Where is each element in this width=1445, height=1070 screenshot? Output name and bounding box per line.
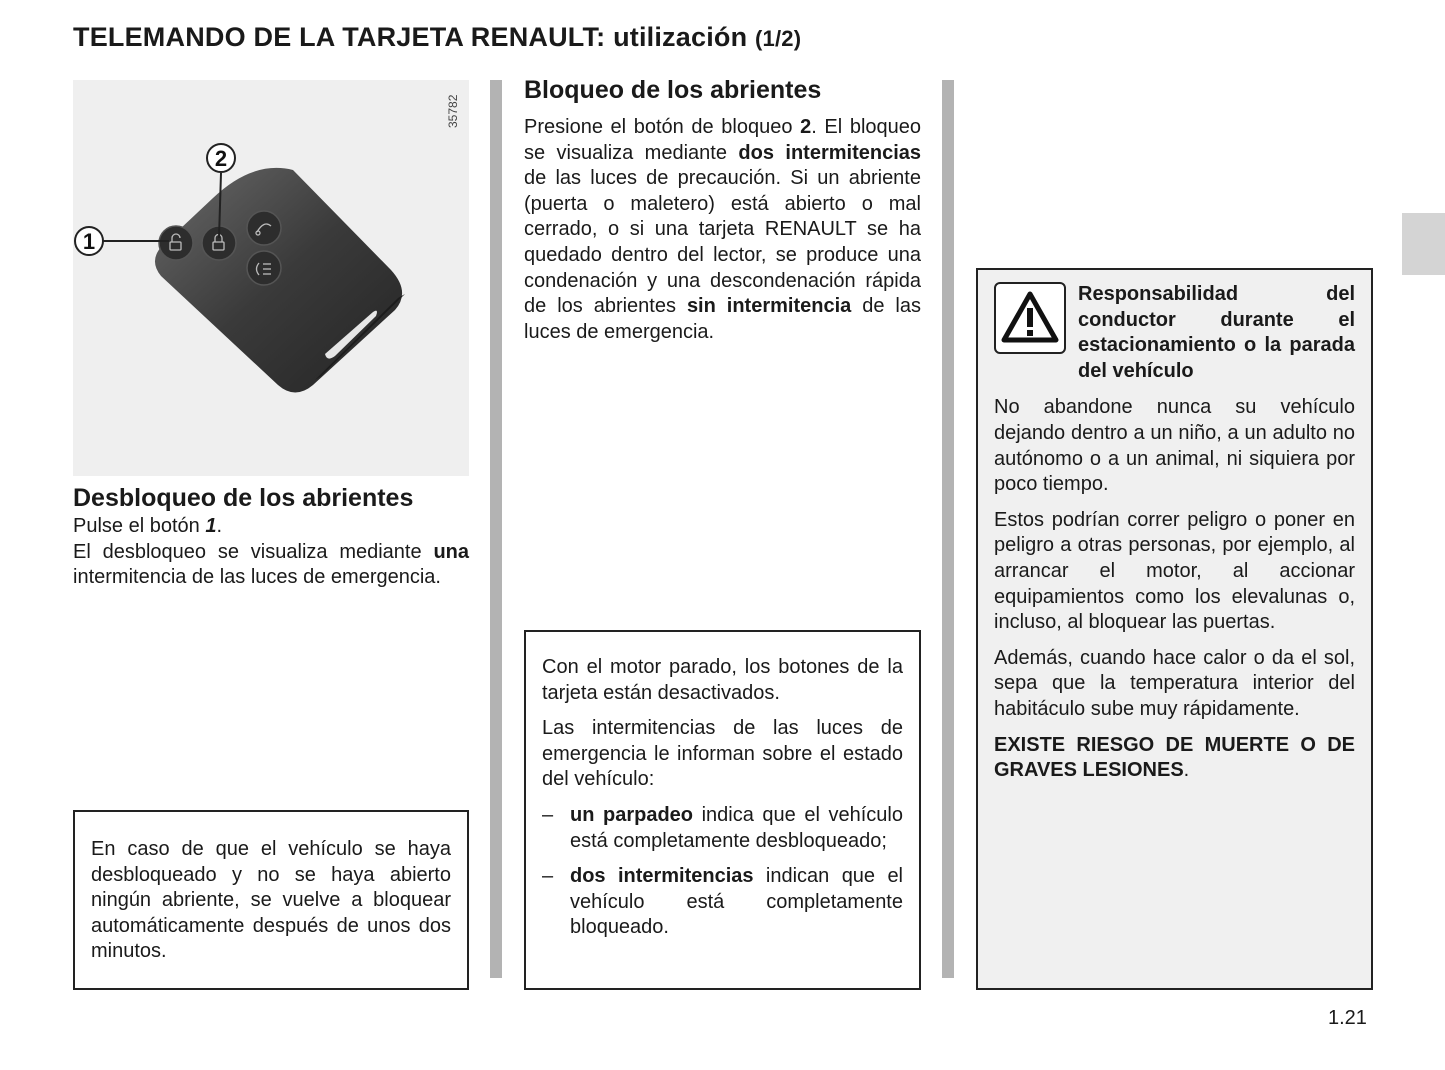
warning-p3: Además, cuando hace calor o da el sol, sepa que la temperatura interior del habitáculo sube muy rápidamente. xyxy=(994,646,1355,720)
engine-off-item-2-text: indican que el vehículo está completamente bloqueado. xyxy=(570,865,904,939)
callout-label-2: 2 xyxy=(214,146,228,171)
trunk-button-shape xyxy=(247,211,281,245)
engine-off-item-2 xyxy=(542,864,903,941)
unlock-button-shape xyxy=(159,226,193,260)
unlock-heading: Desbloqueo de los abrientes xyxy=(73,484,414,512)
lock-section xyxy=(524,76,921,345)
page-title xyxy=(73,22,801,53)
unlock-desc-bold: una xyxy=(433,540,469,563)
warning-header xyxy=(994,282,1355,384)
warning-risk-bold: EXISTE RIESGO DE MUERTE O DE GRAVES LESIONES xyxy=(994,733,1355,782)
unlock-desc-pre: El desbloqueo se visualiza mediante xyxy=(73,540,434,563)
warning-heading: Responsabilidad del conductor durante el estacionamiento o la parada del vehículo xyxy=(1078,283,1355,382)
key-card-illustration xyxy=(73,80,469,476)
unlock-instruction xyxy=(73,514,469,540)
unlock-instruction-text: Pulse el botón xyxy=(73,515,206,537)
warning-risk-end: . xyxy=(1183,759,1190,782)
lock-desc-pre: Presione el botón de bloqueo xyxy=(524,116,801,138)
lock-button-ref: 2 xyxy=(800,116,812,138)
warning-p2: Estos podrían correr peligro o poner en peligro a otras personas, por ejemplo, al arrancar el motor, al accionar equipamientos como los elevalunas o, incluso, al bloquear las puertas. xyxy=(994,508,1355,634)
auto-relock-box xyxy=(73,810,469,990)
card-body xyxy=(155,168,402,393)
engine-off-item-1-text: indica que el vehículo está completamente desbloqueado; xyxy=(570,803,903,852)
engine-off-item-1 xyxy=(542,803,903,854)
engine-off-p2: Las intermitencias de las luces de emergencia le informan sobre el estado del vehículo: xyxy=(542,717,903,791)
engine-off-p1: Con el motor parado, los botones de la tarjeta están desactivados. xyxy=(542,656,903,704)
page-number: 1.21 xyxy=(1328,1007,1367,1029)
engine-off-item-2-bold: dos intermitencias xyxy=(570,865,754,888)
lock-desc-bold2: sin intermitencia xyxy=(686,295,852,318)
column-divider-left xyxy=(490,80,502,978)
dash-1: – xyxy=(542,803,554,826)
lights-button-shape xyxy=(247,251,281,285)
warning-p1: No abandone nunca su vehículo dejando dentro a un niño, a un adulto no autónomo o a un animal, ni siquiera por poco tiempo. xyxy=(994,396,1355,496)
warning-box xyxy=(976,268,1373,990)
dash-2: – xyxy=(542,865,554,888)
callout-label-1: 1 xyxy=(82,229,96,254)
lock-description xyxy=(524,115,921,345)
lock-desc-bold1: dos intermitencias xyxy=(738,141,921,164)
warning-p4 xyxy=(994,733,1355,784)
lock-desc-mid1: . El bloqueo se visualiza mediante xyxy=(524,116,922,164)
unlock-section xyxy=(73,484,469,591)
unlock-description xyxy=(73,540,469,591)
auto-relock-text: En caso de que el vehículo se haya desbloqueado y no se haya abierto ningún abriente, se vuelve a bloquear automáticamente después de unos dos minutos. xyxy=(91,838,451,963)
page-title-text: TELEMANDO DE LA TARJETA RENAULT: utilización xyxy=(73,22,748,52)
unlock-desc-post: intermitencia de las luces de emergencia. xyxy=(73,566,441,589)
lock-desc-post: de las luces de emergencia. xyxy=(524,295,921,343)
figure-code: 35782 xyxy=(446,94,460,128)
lock-desc-mid2: de las luces de precaución. Si un abriente (puerta o maletero) está abierto o mal cerrado, o si una tarjeta RENAULT se ha quedado dentro del lector, se produce una condenación y una descondenación rápida de los abrientes xyxy=(524,167,921,318)
warning-triangle-icon xyxy=(994,282,1066,354)
column-divider-right xyxy=(942,80,954,978)
engine-off-item-1-bold: un parpadeo xyxy=(570,803,694,826)
key-card-figure xyxy=(73,80,469,476)
unlock-button-ref: 1 xyxy=(205,515,217,537)
unlock-instruction-end: . xyxy=(216,515,223,537)
page-title-part: (1/2) xyxy=(755,26,802,51)
lock-heading: Bloqueo de los abrientes xyxy=(524,76,822,104)
engine-off-box xyxy=(524,630,921,990)
section-thumb-tab xyxy=(1402,213,1445,275)
